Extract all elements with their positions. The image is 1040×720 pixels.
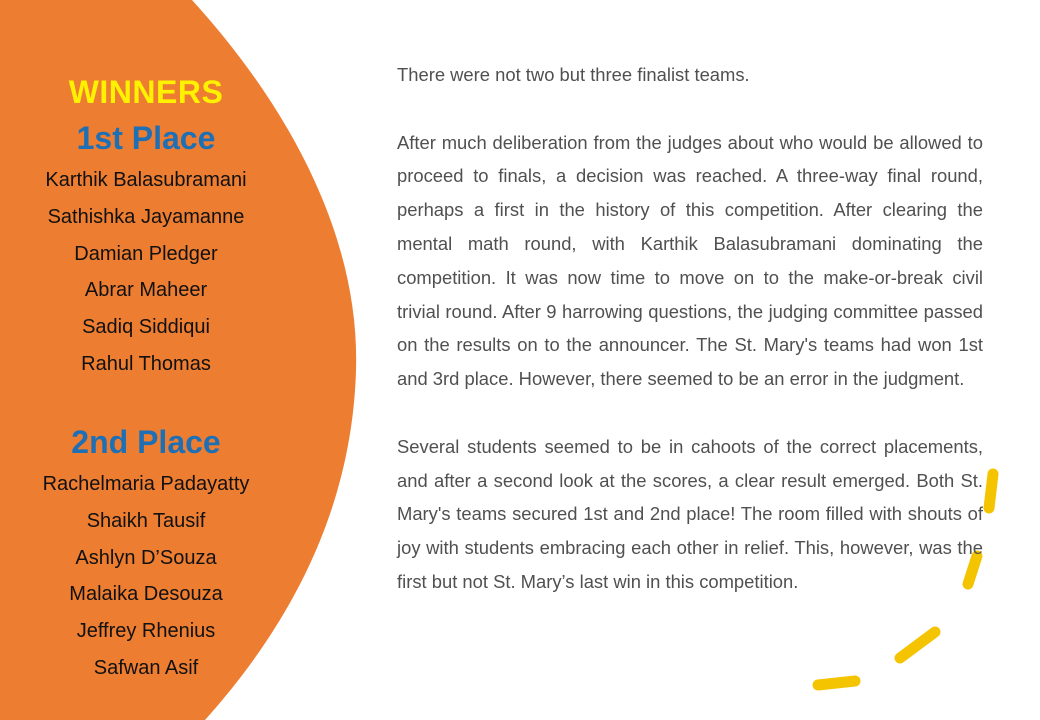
winner-name: Sadiq Siddiqui [82, 316, 210, 339]
winner-name: Ashlyn D’Souza [75, 546, 217, 569]
winner-name: Karthik Balasubramani [45, 169, 247, 191]
winners-panel [0, 0, 292, 720]
article-paragraph: After much deliberation from the judges about who would be allowed to proceed to finals, a decision was reached. A three-way final round, perhaps a first in the history of this competition. After clearing the mental math round, with Karthik Balasubramani dominating the competition. It was now time to move on to the make-or-break civil trivial round. After 9 harrowing questions, the judging committee passed on the results on to the announcer. The St. Mary's teams had won 1st and 3rd place. However, there seemed to be an error in the judgment. [397, 131, 983, 390]
winner-name: Jeffrey Rhenius [76, 620, 216, 643]
article-paragraph: Several students seemed to be in cahoots of the correct placements, and after a second look at the scores, a clear result emerged. Both St. Mary's teams secured 1st and 2nd place! The room filled with shouts of joy with students embracing each other in relief. This, however, was the first but not St. Mary’s last win in this competition. [397, 435, 983, 592]
first-place-title: 1st Place [76, 120, 216, 156]
winner-name: Malaika Desouza [69, 583, 223, 606]
first-place-name-list [0, 162, 292, 383]
winner-name: Rachelmaria Padayatty [42, 473, 250, 495]
winner-name: Sathishka Jayamanne [47, 205, 245, 228]
winner-name: Safwan Asif [93, 656, 199, 679]
winners-heading: WINNERS [68, 74, 224, 110]
second-place-title: 2nd Place [71, 424, 221, 460]
article-body [397, 58, 983, 633]
winner-name: Damian Pledger [74, 242, 218, 265]
article-paragraph: There were not two but three finalist teams. [397, 64, 750, 85]
winner-name: Rahul Thomas [81, 352, 211, 375]
winner-name: Abrar Maheer [84, 279, 208, 302]
winner-name: Shaikh Tausif [86, 509, 206, 532]
second-place-name-list [0, 466, 292, 687]
